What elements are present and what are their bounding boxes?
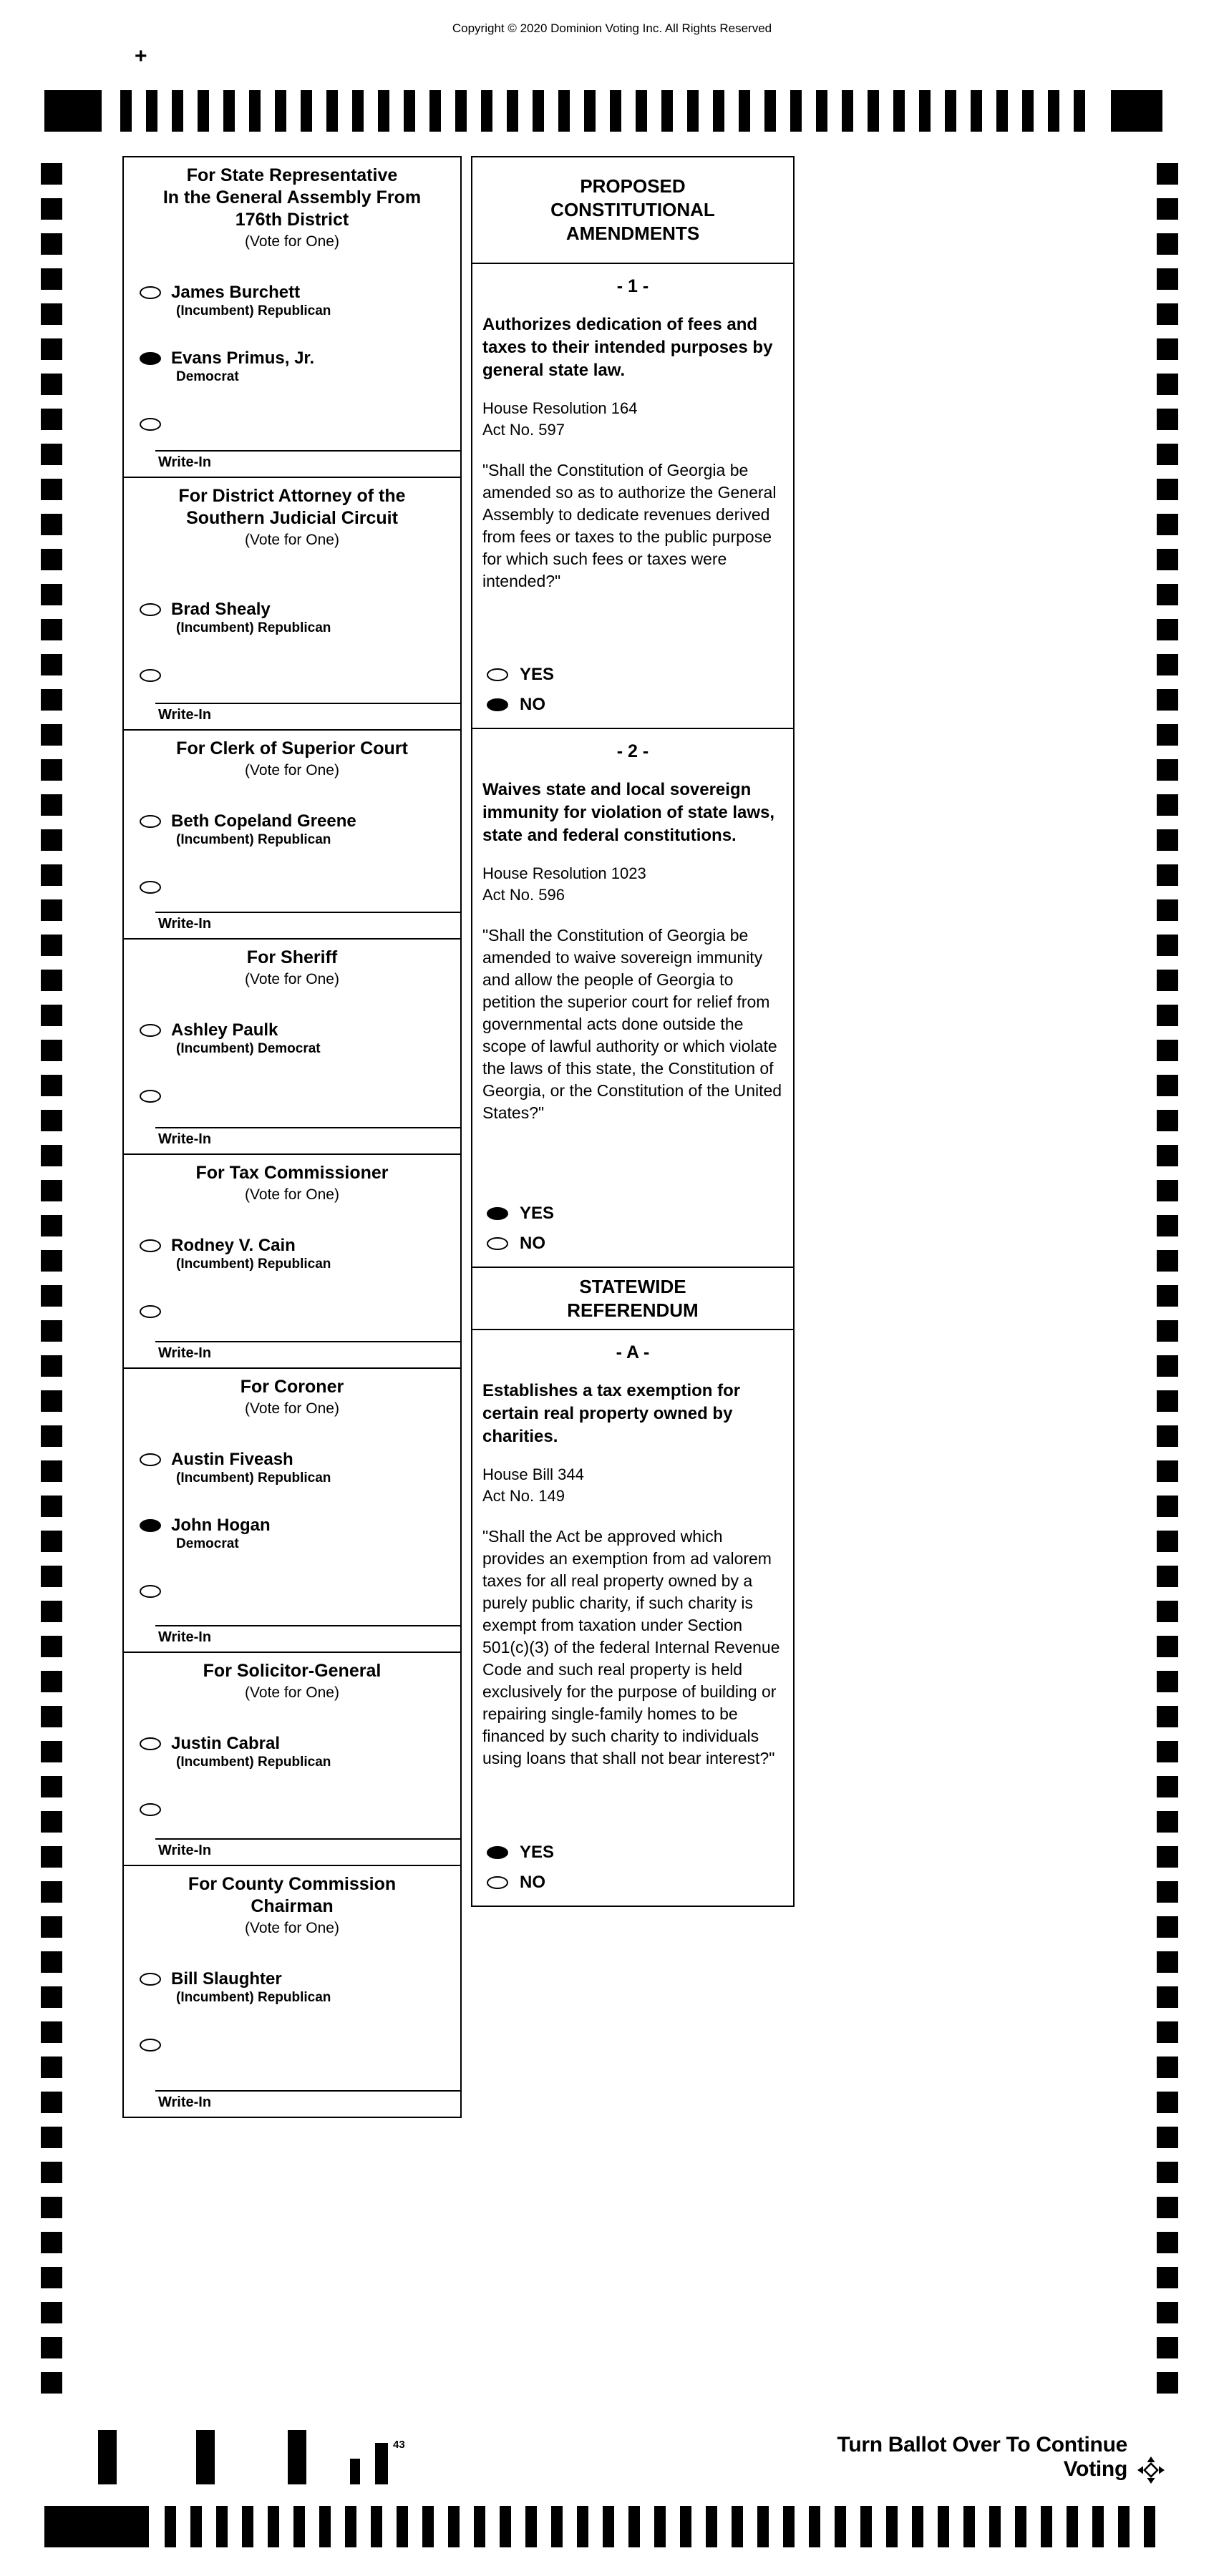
corner-number: 43 [393,2439,405,2451]
barcode-bar [375,2443,388,2484]
contest [122,1652,462,1866]
blank-candidate-row [140,2035,460,2052]
candidate-name: Bill Slaughter [171,1969,282,1989]
measure-number: - 2 - [616,741,649,761]
measure-question: "Shall the Constitution of Georgia be amended so as to authorize the General Assembly to dedicate revenues derived from fees or taxes to the public purpose for which such fees or taxes were intended?" [482,461,777,590]
contest-title-line: For Coroner [240,1377,344,1397]
barcode-bar [350,2459,360,2484]
contest-title-line: 176th District [235,210,349,230]
contest-header [124,1653,460,1705]
barcode-bar [98,2430,117,2484]
vote-oval[interactable] [487,668,508,681]
candidate-party: Democrat [176,1536,239,1551]
measures-header-line: STATEWIDE [579,1275,686,1297]
candidate-name: Beth Copeland Greene [171,811,356,831]
vote-oval[interactable] [140,1239,161,1252]
contest-title-line: Southern Judicial Circuit [186,508,398,528]
vote-oval-marked[interactable] [140,352,161,365]
contest-header [124,731,460,783]
option-label: NO [520,1234,545,1253]
turn-ballot-over-text: Turn Ballot Over To Continue Voting [837,2433,1127,2481]
vote-for-instruction: (Vote for One) [245,971,339,987]
vote-oval[interactable] [140,1737,161,1750]
vote-for-instruction: (Vote for One) [245,1684,339,1701]
measure-option-row [487,1204,793,1224]
candidate-party: (Incumbent) Republican [176,832,331,847]
measure-citation [482,1464,785,1507]
contest [122,729,462,940]
vote-oval[interactable] [140,1305,161,1318]
citation-line: House Resolution 164 [482,399,638,417]
vote-for-instruction: (Vote for One) [245,532,339,548]
timing-block-top-right [1111,90,1162,132]
measure-number: - 1 - [616,276,649,296]
blank-candidate-row [140,1086,460,1103]
contest-title-line: For District Attorney of the [178,486,406,506]
writein-label: Write-In [158,916,212,932]
contest [122,156,462,478]
option-label: YES [520,665,555,684]
vote-oval[interactable] [140,2039,161,2051]
writein-area [124,450,460,477]
candidate-row [140,1969,460,2006]
writein-area [124,912,460,938]
measure-options [472,655,793,728]
vote-for-instruction: (Vote for One) [245,762,339,779]
contest-title-line: For State Representative [186,165,398,185]
candidate-row [140,1450,460,1487]
blank-candidate-row [140,877,460,894]
vote-for-instruction: (Vote for One) [245,1400,339,1417]
writein-label: Write-In [158,707,212,723]
ballot-measure [471,263,795,729]
timing-marks-left [41,163,62,2394]
candidate-name: Rodney V. Cain [171,1236,296,1255]
timing-block-bottom-left [44,2506,149,2547]
vote-oval-marked[interactable] [487,1846,508,1859]
measure-number: - A - [616,1342,650,1362]
vote-oval[interactable] [487,1237,508,1250]
writein-label: Write-In [158,454,212,470]
writein-area [124,2090,460,2117]
measures-column [471,156,795,1907]
option-label: YES [520,1843,555,1862]
candidate-row [140,600,460,637]
vote-oval[interactable] [140,1453,161,1466]
contest-column [122,156,462,2118]
contest [122,1865,462,2118]
candidate-party: (Incumbent) Republican [176,1990,331,2005]
candidate-party: (Incumbent) Republican [176,303,331,318]
writein-area [124,703,460,729]
citation-line: Act No. 596 [482,886,565,904]
blank-candidate-row [140,1302,460,1319]
vote-for-instruction: (Vote for One) [245,233,339,250]
vote-oval[interactable] [140,418,161,431]
contest-title-line: For Clerk of Superior Court [176,738,408,758]
measures-header-line: CONSTITUTIONAL [550,199,715,220]
candidate-party: (Incumbent) Republican [176,1470,331,1485]
candidate-text [171,283,331,320]
option-label: NO [520,1873,545,1892]
contest-header [124,940,460,992]
blank-candidate-row [140,1581,460,1599]
timing-marks-bottom [165,2506,1155,2547]
vote-oval[interactable] [140,815,161,828]
vote-oval[interactable] [140,603,161,616]
candidate-party: Democrat [176,369,239,384]
candidate-row [140,1516,460,1553]
contest-title-line: For Solicitor-General [203,1661,382,1681]
contest-title-line: Chairman [251,1896,334,1916]
writein-area [124,1341,460,1367]
candidate-row [140,348,460,386]
copyright-line: Copyright © 2020 Dominion Voting Inc. All Rights Reserved [452,21,772,35]
measure-citation [482,398,785,441]
contest [122,1153,462,1369]
vote-oval-marked[interactable] [487,698,508,711]
candidate-text [171,1236,331,1273]
contest-header [124,1866,460,1941]
contest-header [124,1369,460,1421]
barcode-bar [196,2430,215,2484]
candidate-list [124,1941,460,2052]
measure-summary: Establishes a tax exemption for certain real property owned by charities. [482,1381,741,1446]
writein-label: Write-In [158,1629,212,1645]
timing-block-top-left [44,90,102,132]
candidate-text [171,348,314,386]
vote-oval[interactable] [140,881,161,894]
measure-options [472,1194,793,1267]
candidate-party: (Incumbent) Democrat [176,1041,321,1056]
option-label: YES [520,1204,555,1223]
vote-oval[interactable] [140,286,161,299]
candidate-name: Ashley Paulk [171,1020,278,1040]
candidate-list [124,552,460,683]
candidate-name: Justin Cabral [171,1734,281,1753]
writein-label: Write-In [158,1131,212,1147]
candidate-name: Evans Primus, Jr. [171,348,315,368]
measure-question: "Shall the Constitution of Georgia be amended to waive sovereign immunity and allow the people of Georgia to petition the superior court for relief from governmental acts done outside the scope of lawful authority or which violate the laws of this state, the Constitution of Georgia, or the Constitution of the United States?" [482,926,782,1122]
candidate-text [171,1734,331,1771]
candidate-row [140,1734,460,1771]
measures-section-header [471,156,795,264]
candidate-name: Austin Fiveash [171,1450,293,1469]
citation-line: Act No. 149 [482,1487,565,1505]
candidate-row [140,1020,460,1058]
writein-label: Write-In [158,2094,212,2110]
candidate-party: (Incumbent) Republican [176,1755,331,1770]
contest-header [124,157,460,254]
ballot-measure [471,728,795,1268]
candidate-list [124,1207,460,1319]
vote-oval[interactable] [487,1876,508,1889]
candidate-text [171,1969,331,2006]
vote-for-instruction: (Vote for One) [245,1920,339,1936]
timing-marks-top [120,90,1085,132]
contest-header [124,1155,460,1207]
measure-citation [482,863,785,906]
measure-options [472,1833,793,1906]
vote-for-instruction: (Vote for One) [245,1186,339,1203]
timing-marks-right [1157,163,1178,2394]
barcode-bar [288,2430,306,2484]
contest [122,477,462,731]
candidate-text [171,1516,271,1553]
citation-line: Act No. 597 [482,421,565,439]
candidate-list [124,1421,460,1599]
vote-oval[interactable] [140,1803,161,1816]
measure-option-row [487,1234,793,1254]
measure-option-row [487,1843,793,1863]
measures-header-line: PROPOSED [580,175,686,197]
measures-header-line: AMENDMENTS [565,223,700,244]
candidate-list [124,783,460,894]
vote-oval[interactable] [140,1973,161,1986]
citation-line: House Resolution 1023 [482,864,646,882]
vote-oval[interactable] [140,1585,161,1598]
contest-title-line: In the General Assembly From [162,187,422,208]
contest-title-line: For County Commission [188,1874,397,1894]
candidate-row [140,283,460,320]
candidate-text [171,1020,321,1058]
blank-candidate-row [140,665,460,683]
measure-summary: Waives state and local sovereign immunity for violation of state laws, state and federal constitutions. [482,780,775,845]
candidate-party: (Incumbent) Republican [176,620,331,635]
measure-question: "Shall the Act be approved which provides an exemption from ad valorem taxes for all real property owned by a purely public charity, if such charity is exempt from taxation under Section 501(c)(3) of the federal Internal Revenue Code and such real property is held exclusively for the purpose of building or repairing single-family homes to be financed by such charity to individuals using loans that shall not bear interest?" [482,1527,780,1767]
citation-line: House Bill 344 [482,1465,584,1483]
ballot-measure [471,1329,795,1907]
vote-oval-marked[interactable] [140,1519,161,1532]
vote-oval[interactable] [140,1024,161,1037]
writein-area [124,1838,460,1865]
writein-area [124,1625,460,1652]
measures-section-header [471,1267,795,1330]
measure-option-row [487,665,793,685]
vote-oval[interactable] [140,1090,161,1103]
candidate-name: James Burchett [171,283,301,302]
writein-area [124,1127,460,1153]
contest-title-line: For Tax Commissioner [195,1163,389,1183]
vote-oval[interactable] [140,669,161,682]
blank-candidate-row [140,1800,460,1817]
candidate-list [124,1705,460,1817]
candidate-list [124,254,460,431]
candidate-name: Brad Shealy [171,600,271,619]
candidate-text [171,600,331,637]
candidate-list [124,992,460,1103]
measure-option-row [487,1873,793,1893]
registration-plus-mark: + [135,44,147,68]
candidate-row [140,811,460,849]
measures-header-line: REFERENDUM [567,1299,699,1321]
candidate-row [140,1236,460,1273]
candidate-text [171,811,356,849]
contest-title-line: For Sheriff [246,947,338,967]
vote-oval-marked[interactable] [487,1207,508,1220]
measure-summary: Authorizes dedication of fees and taxes to their intended purposes by general state law. [482,315,773,380]
measure-option-row [487,695,793,715]
blank-candidate-row [140,414,460,431]
candidate-text [171,1450,331,1487]
candidate-party: (Incumbent) Republican [176,1257,331,1272]
option-label: NO [520,695,545,714]
contest [122,1367,462,1653]
contest-header [124,478,460,552]
contest [122,938,462,1155]
turn-over-arrows-icon [1137,2456,1165,2484]
writein-label: Write-In [158,1345,212,1361]
writein-label: Write-In [158,1843,212,1858]
candidate-name: John Hogan [171,1516,271,1535]
